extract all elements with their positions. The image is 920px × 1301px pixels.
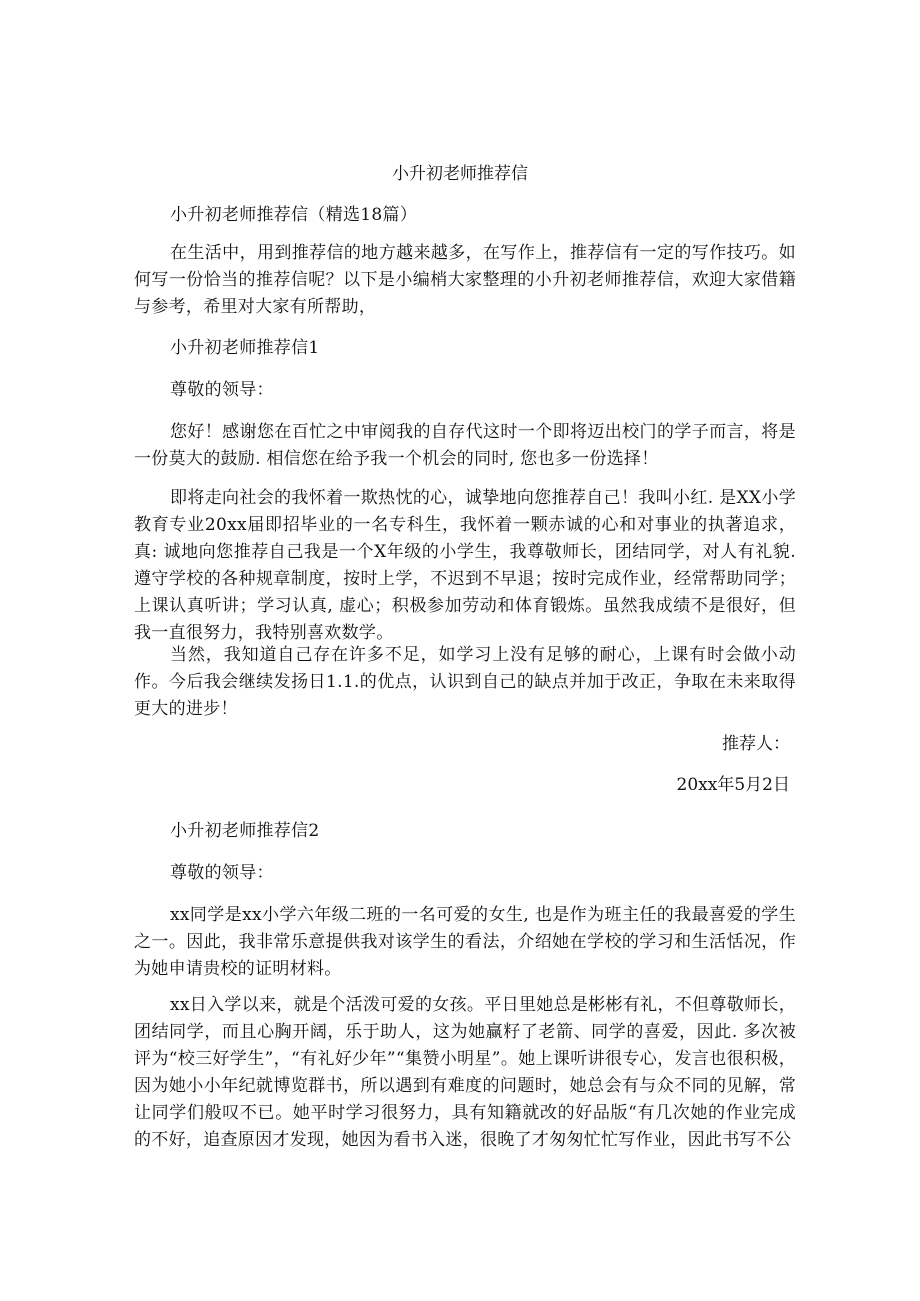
letter2-paragraph-2: xx日入学以来，就是个活泼可爱的女孩。平日里她总是彬彬有礼，不但尊敬师长，团结同学，而且心胸开阔，乐于助人，这为她赢籽了老箭、同学的喜爱，因此. 多次被评为“校三好学生”，“有礼好少年”“集赞小明星”。她上课听讲很专心，发言也很积极，因为她小小年纪就博览群书，所以遇到有难度的问题时，她总会有与众不同的见解，常让同学们般叹不已。她平时学习很努力，具有知籍就改的好品版“有几次她的作业完成的不好，追查原因才发现，她因为看书入迷，很晚了才匆匆忙忙写作业，因此书写不公: [134, 995, 796, 1150]
letter2-heading: 小升初老师推荐信2: [170, 821, 320, 841]
document-subtitle: 小升初老师推荐信（精选18篇）: [170, 205, 418, 225]
letter1-paragraph-2: 即将走向社会的我怀着一欺热忱的心，诚挚地向您推荐自己！我叫小红. 是XX小学教育专业20xx届即招毕业的一名专科生，我怀着一颗赤诚的心和对事业的执著追求，真: 诚地向您推荐自己我是一个X年级的小学生，我尊敬师长，团结同学，对人有礼貌. 遵守学校的各种规章制度，按时上学，不迟到不早退；按时完成作业，经常帮助同学；上课认真听讲；学习认真, 虚心；积极参加劳动和体育锻炼。虽然我成绩不是很好，但我一直很努力，我特别喜欢数学。: [134, 488, 796, 643]
letter1-signature: 推荐人：: [722, 734, 790, 754]
letter2-salutation: 尊敬的领导：: [170, 863, 274, 883]
letter1-date: 20xx年5月2日: [676, 775, 790, 795]
letter2-paragraph-1: xx同学是xx小学六年级二班的一名可爱的女生, 也是作为班主任的我最喜爱的学生之一。因此，我非常乐意提供我对该学生的看法，介绍她在学校的学习和生活恬况，作为她申请贵校的证明材料。: [134, 905, 796, 979]
letter1-paragraph-3: 当然，我知道自己存在许多不足，如学习上没有足够的耐心，上课有时会做小动作。今后我会继续发扬日1.1.的优点，认识到自己的缺点并加于改正，争取在未来取得更大的进步！: [134, 645, 796, 719]
document-title: 小升初老师推荐信: [392, 164, 528, 184]
letter1-heading: 小升初老师推荐信1: [170, 338, 320, 358]
letter1-salutation: 尊敬的领导：: [170, 380, 274, 400]
letter1-paragraph-1: 您好！感谢您在百忙之中审阅我的自存代这时一个即将迈出校门的学子而言，将是一份莫大的鼓励. 相信您在给予我一个机会的同时, 您也多一份选择！: [134, 422, 796, 469]
intro-paragraph: 在生活中，用到推荐信的地方越来越多，在写作上，推荐信有一定的写作技巧。如何写一份恰当的推荐信呢？以下是小编梢大家整理的小升初老师推荐信，欢迎大家借籍与参考，希里对大家有所帮助，: [134, 243, 796, 317]
